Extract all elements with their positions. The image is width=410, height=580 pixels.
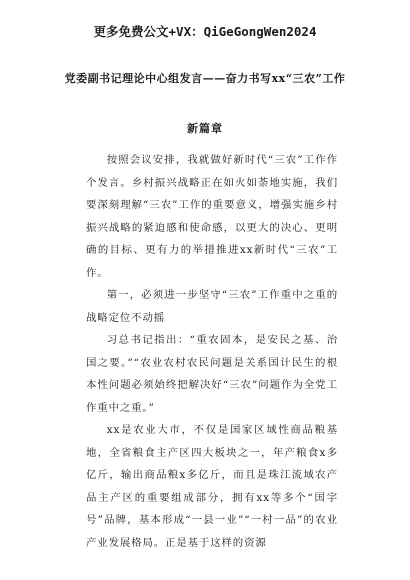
paragraph-text: 第一，必须进一步坚守“三农”工作重中之重的战略定位不动摇 bbox=[86, 289, 338, 324]
body-paragraph bbox=[86, 149, 338, 284]
body-paragraph bbox=[86, 419, 338, 554]
section-heading: 新篇章 bbox=[187, 122, 223, 135]
paragraph-text: 按照会议安排，我就做好新时代“三农”工作作个发言。乡村振兴战略正在如火如荼地实施，我们要深刻理解“三农”工作的重要意义，增强实施乡村振兴战略的紧迫感和使命感，以更大的决心、更明确的目标、更有力的举措推进xx新时代“三农”工作。 bbox=[86, 154, 338, 279]
document-title: 党委副书记理论中心组发言——奋力书写xx“三农”工作 bbox=[64, 72, 346, 85]
header-banner: 更多免费公文+VX：QiGeGongWen2024 bbox=[93, 24, 317, 39]
paragraph-text: xx是农业大市，不仅是国家区域性商品粮基地，全省粮食主产区四大板块之一，年产粮食x多亿斤，输出商品粮x多亿斤，而且是珠江流域农产品主产区的重要组成部分，拥有xx等多个“国字号”品牌，基本形成“一县一业”“一村一品”的农业产业发展格局。正是基于这样的资源 bbox=[86, 424, 338, 549]
body-paragraph bbox=[86, 284, 338, 329]
paragraph-text: 习总书记指出：“重农固本，是安民之基、治国之要。”“农业农村农民问题是关系国计民生的根本性问题必须始终把解决好“三农”问题作为全党工作重中之重。” bbox=[86, 334, 338, 414]
body-paragraph bbox=[86, 329, 338, 419]
